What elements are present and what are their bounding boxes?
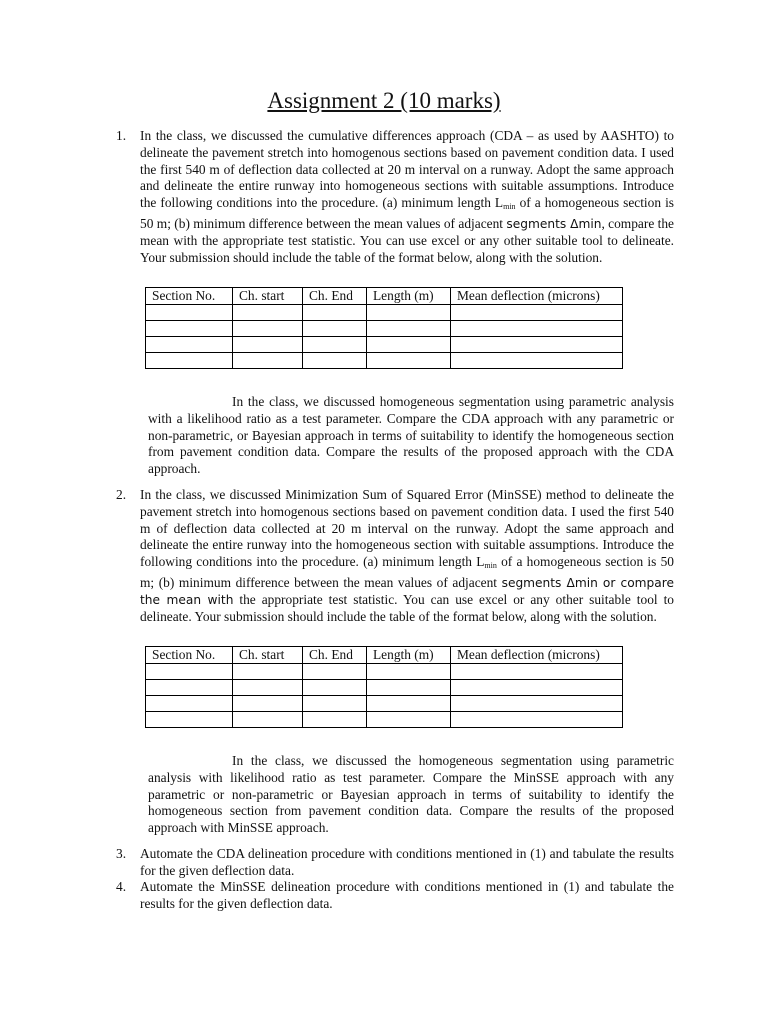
table-header: Section No. — [146, 647, 233, 664]
table-header: Mean deflection (microns) — [451, 647, 623, 664]
table-cell — [367, 337, 451, 353]
table-cell — [451, 353, 623, 369]
text-run: the appropriate test statistic. You can use excel or any other suitable tool to delineate. Your submission should include the table of the format below, along with the solution. — [140, 591, 674, 624]
subscript: min — [503, 202, 516, 212]
question-text — [140, 128, 674, 266]
table-cell — [367, 664, 451, 680]
subscript: min — [484, 561, 497, 571]
table-cell — [451, 321, 623, 337]
question-text: Automate the CDA delineation procedure with conditions mentioned in (1) and tabulate the results for the given deflection data. — [140, 846, 674, 878]
question-number: 4. — [116, 879, 127, 894]
table-row — [146, 696, 623, 712]
table-cell — [233, 680, 303, 696]
table-cell — [146, 353, 233, 369]
table-cell — [146, 337, 233, 353]
question-number: 2. — [116, 487, 127, 502]
table-header-row — [146, 647, 623, 664]
table-cell — [303, 680, 367, 696]
question-number: 1. — [116, 128, 127, 143]
table-row — [146, 305, 623, 321]
text-run-sans: segments Δmin — [506, 216, 602, 231]
text-run: of a homogeneous section is 50 m; (b) minimum difference between the mean values of adjacent — [140, 554, 674, 590]
table-header: Ch. End — [303, 647, 367, 664]
table-cell — [303, 712, 367, 728]
table-header: Mean deflection (microns) — [451, 288, 623, 305]
question-2-followup — [148, 753, 674, 837]
table-row — [146, 353, 623, 369]
table-cell — [233, 696, 303, 712]
table-header: Length (m) — [367, 647, 451, 664]
table-header: Section No. — [146, 288, 233, 305]
table-cell — [367, 696, 451, 712]
table-cell — [233, 664, 303, 680]
followup-text: In the class, we discussed homogeneous segmentation using parametric analysis with a likelihood ratio as a test parameter. Compare the CDA approach with any parametric or non-parametric, or Bayesian approach in terms of suitability to identify the homogeneous section from pavement condition data. Compare the results of the proposed approach with the CDA approach. — [148, 394, 674, 477]
table-cell — [303, 696, 367, 712]
table-cell — [367, 321, 451, 337]
table-cell — [367, 305, 451, 321]
table-row — [146, 712, 623, 728]
table-header: Length (m) — [367, 288, 451, 305]
table-cell — [146, 664, 233, 680]
table-cell — [451, 696, 623, 712]
table-cell — [233, 712, 303, 728]
table-cell — [303, 337, 367, 353]
table-row — [146, 337, 623, 353]
question-number: 3. — [116, 846, 127, 861]
table-cell — [451, 337, 623, 353]
table-cell — [146, 680, 233, 696]
question-text: Automate the MinSSE delineation procedure with conditions mentioned in (1) and tabulate the results for the given deflection data. — [140, 879, 674, 911]
table-cell — [233, 353, 303, 369]
table-cell — [303, 353, 367, 369]
results-table-2 — [145, 646, 623, 728]
table-header: Ch. start — [233, 288, 303, 305]
table-cell — [233, 337, 303, 353]
table-cell — [303, 305, 367, 321]
text-run: , compare the mean with the appropriate test statistic. You can use excel or any other suitable tool to delineate. Your submission should include the table of the format below, along with the solution. — [140, 215, 675, 265]
text-run: In the class, we discussed Minimization Sum of Squared Error (MinSSE) method to delineate the pavement stretch into homogenous sections based on pavement condition data. I used the first 540 m of deflection data collected at 20 m interval on the runway. Adopt the same approach and delineate the entire runway into the homogeneous section with suitable assumptions. Introduce the following conditions into the procedure. (a) minimum length L — [140, 487, 674, 570]
table-cell — [303, 664, 367, 680]
table-cell — [367, 353, 451, 369]
table-row — [146, 664, 623, 680]
table-cell — [233, 305, 303, 321]
followup-text: In the class, we discussed the homogeneous segmentation using parametric analysis with likelihood ratio as test parameter. Compare the MinSSE approach with any parametric or non-parametric or Bayesian approach in terms of suitability to identify the homogeneous section from pavement condition data. Compare the results of the proposed approach with MinSSE approach. — [148, 753, 674, 836]
text-run: of a homogeneous section is 50 m; (b) minimum difference between the mean values of adjacent — [140, 195, 675, 231]
table-cell — [146, 321, 233, 337]
table-cell — [233, 321, 303, 337]
table-cell — [451, 664, 623, 680]
table-cell — [303, 321, 367, 337]
table-cell — [451, 680, 623, 696]
question-1-followup — [148, 394, 674, 478]
page-title: Assignment 2 (10 marks) — [267, 88, 501, 113]
results-table-1 — [145, 287, 623, 369]
table-cell — [451, 712, 623, 728]
table-cell — [451, 305, 623, 321]
table-header: Ch. start — [233, 647, 303, 664]
text-run-sans: segments Δmin or compare the mean with — [140, 575, 674, 607]
table-row — [146, 680, 623, 696]
table-cell — [146, 305, 233, 321]
table-cell — [367, 712, 451, 728]
table-header-row — [146, 288, 623, 305]
table-cell — [367, 680, 451, 696]
table-cell — [146, 712, 233, 728]
table-row — [146, 321, 623, 337]
text-run: In the class, we discussed the cumulative differences approach (CDA – as used by AASHTO) to delineate the pavement stretch into homogenous sections based on pavement condition data. I used the first 540 m of deflection data collected at 20 m interval on a runway. Adopt the same approach and delineate the entire runway into homogeneous sections with suitable assumptions. Introduce the following conditions into the procedure. (a) minimum length L — [140, 128, 674, 211]
table-header: Ch. End — [303, 288, 367, 305]
table-cell — [146, 696, 233, 712]
question-text — [140, 487, 674, 625]
